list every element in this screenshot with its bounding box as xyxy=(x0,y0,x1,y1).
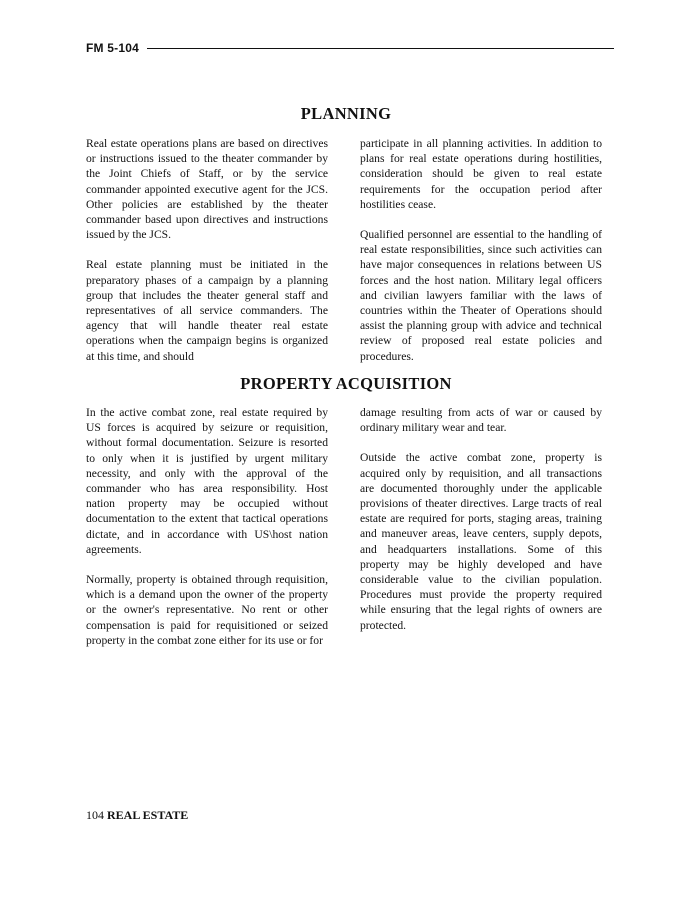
page-number: 104 xyxy=(86,808,104,822)
paragraph: Outside the active combat zone, property is acquired only by requisition, and all transactions are documented thoroughly under the applicable provisions of theater directives. Large tracts of real estate are required for ports, staging areas, training and maneuver areas, leave centers, supply depots, and headquarters installations. Some of this property may be highly developed and have considerable value to the civilian population. Procedures must provide the property required while ensuring that the legal rights of owners are protected. xyxy=(360,451,602,632)
footer-section-title: REAL ESTATE xyxy=(107,808,189,822)
paragraph: Normally, property is obtained through requisition, which is a demand upon the owner of the property or the owner's representative. No rent or other compensation is paid for requisitioned or seized property in the combat zone either for its use or for xyxy=(86,573,328,647)
paragraph: Real estate planning must be initiated in the preparatory phases of a campaign by a planning group that includes the theater general staff and representatives of all service commanders. The agency that will handle theater real estate operations when the campaign begins is organized at this time, and should xyxy=(86,258,328,363)
paragraph: Qualified personnel are essential to the handling of real estate responsibilities, since such activities can have major consequences in relations between US forces and the host nation. Military legal officers and civilian lawyers familiar with the laws of countries within the Theater of Operations should assist the planning group with advice and technical review of proposed real estate policies and procedures. xyxy=(360,228,602,363)
planning-right-column xyxy=(360,136,602,364)
planning-left-column xyxy=(86,136,328,364)
property-acquisition-heading: PROPERTY ACQUISITION xyxy=(240,374,452,393)
manual-number: FM 5-104 xyxy=(86,41,139,55)
paragraph: Real estate operations plans are based on directives or instructions issued to the theater commander by the Joint Chiefs of Staff, or by the service commander appointed executive agent for the JCS. Other policies are established by the theater commander based upon directives and instructions issued by the JCS. xyxy=(86,137,328,242)
header-rule xyxy=(147,48,614,49)
paragraph: participate in all planning activities. In addition to plans for real estate operations during hostilities, consideration should be given to real estate requirements for the occupation period after hostilities cease. xyxy=(360,137,602,211)
running-header xyxy=(86,40,614,56)
planning-heading: PLANNING xyxy=(300,104,392,123)
acquisition-left-column xyxy=(86,405,328,648)
paragraph: In the active combat zone, real estate required by US forces is acquired by seizure or requisition, without formal documentation. Seizure is resorted to only when it is justified by urgent military necessity, and only with the approval of the commander who has area responsibility. Host nation property may be occupied without documentation to the extent that tactical operations dictate, and in accordance with US\host nation agreements. xyxy=(86,406,328,556)
paragraph: damage resulting from acts of war or caused by ordinary military wear and tear. xyxy=(360,406,602,435)
acquisition-right-column xyxy=(360,405,602,633)
page-footer xyxy=(86,808,188,823)
